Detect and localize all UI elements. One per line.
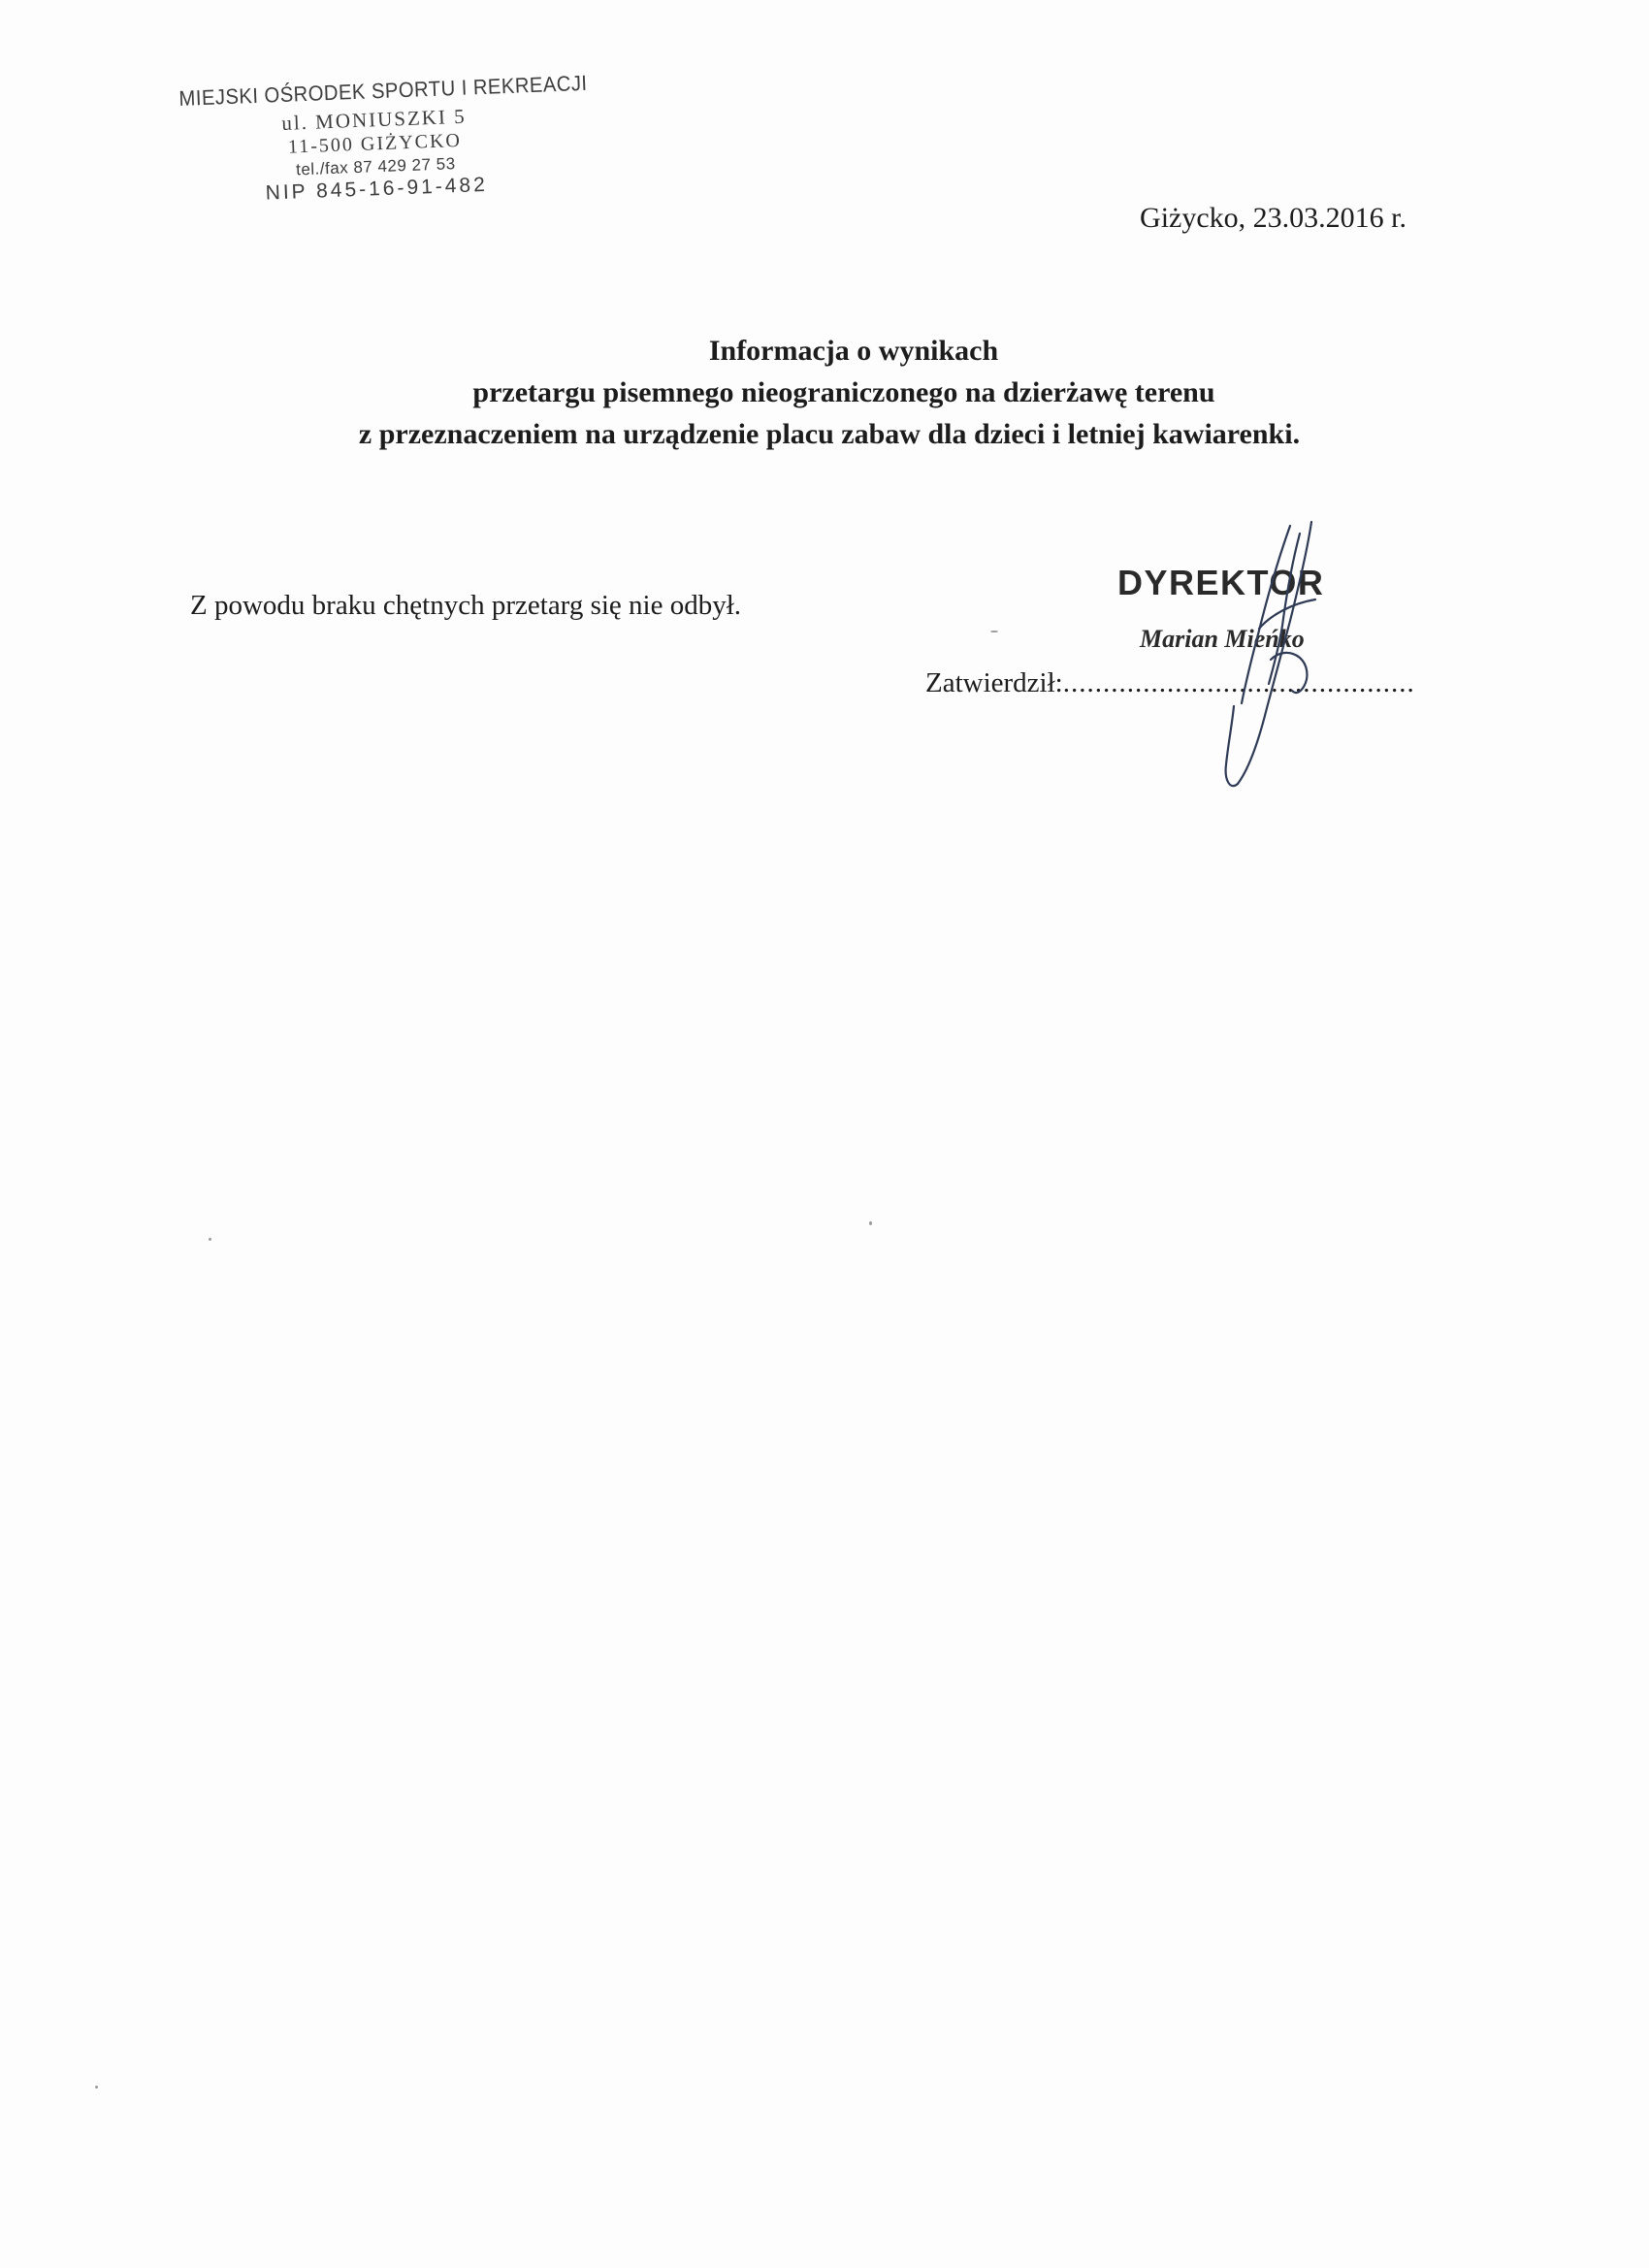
title-line-1: Informacja o wynikach xyxy=(708,335,999,367)
stamp-nip: NIP 845-16-91-482 xyxy=(265,173,489,205)
body-paragraph: Z powodu braku chętnych przetarg się nie odbył. xyxy=(190,590,742,621)
title-line-3: z przeznaczeniem na urządzenie placu zabaw dla dzieci i letniej kawiarenki. xyxy=(358,418,1301,450)
institution-stamp xyxy=(178,70,588,211)
place-date: Giżycko, 23.03.2016 r. xyxy=(1140,202,1406,234)
stamp-street: ul. MONIUSZKI 5 xyxy=(280,104,468,135)
approval-dots: ............................................ xyxy=(1062,667,1415,698)
approval-label: Zatwierdził: xyxy=(925,667,1063,698)
approval-line xyxy=(925,667,1415,699)
director-stamp-title: DYREKTOR xyxy=(1117,563,1325,602)
director-stamp-name: Marian Mieńko xyxy=(1140,625,1305,653)
scan-speck xyxy=(990,631,998,632)
scan-speck xyxy=(209,1238,211,1241)
document-title xyxy=(0,330,1649,455)
scan-speck xyxy=(869,1221,872,1225)
title-line-2: przetargu pisemnego nieograniczonego na dzierżawę terenu xyxy=(472,376,1215,408)
handwritten-signature xyxy=(1145,514,1377,805)
scan-speck xyxy=(95,2086,98,2089)
stamp-organization: MIEJSKI OŚRODEK SPORTU I REKREACJI xyxy=(178,70,588,111)
stamp-phone: tel./fax 87 429 27 53 xyxy=(295,153,456,179)
stamp-city: 11-500 GIŻYCKO xyxy=(287,129,463,158)
